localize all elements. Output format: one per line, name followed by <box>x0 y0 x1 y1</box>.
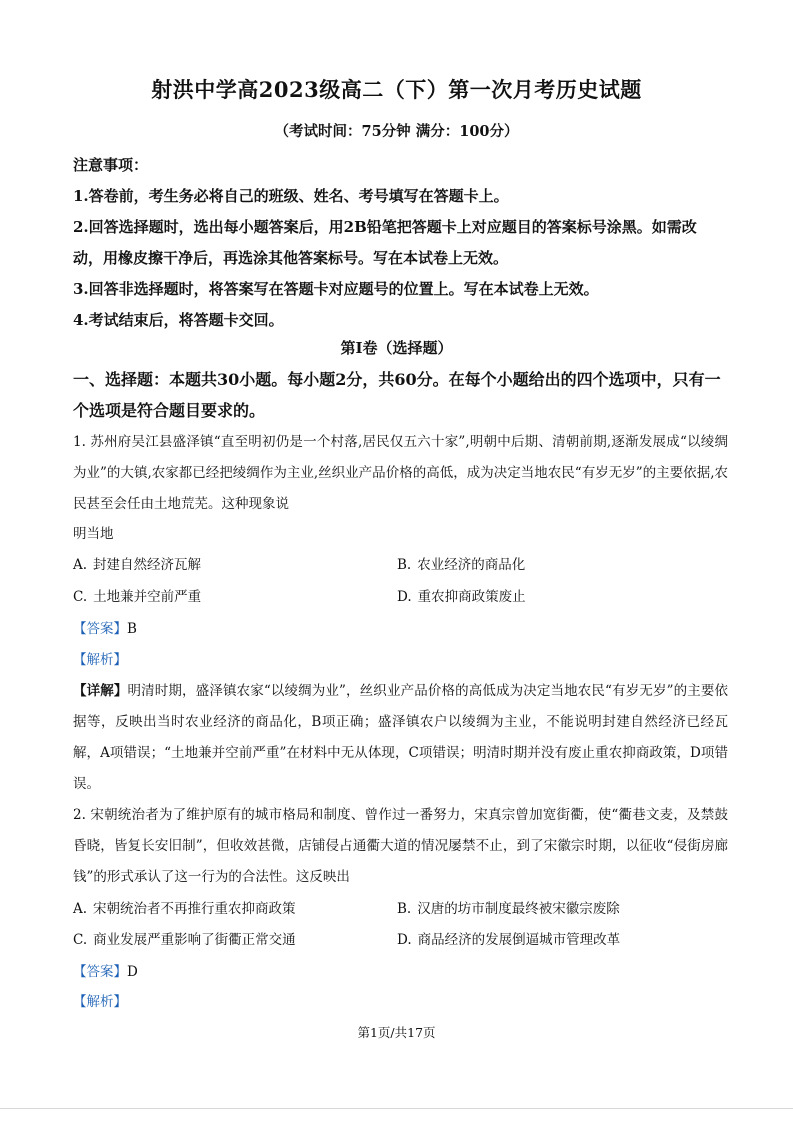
option-text: 汉唐的坊市制度最终被宋徽宗废除 <box>417 901 620 917</box>
note-item: 2.回答选择题时，选出每小题答案后，用2B铅笔把答题卡上对应题目的答案标号涂黑。如需改动，用橡皮擦干净后，再选涂其他答案标号。写在本试卷上无效。 <box>73 218 697 267</box>
question-2-option-b <box>397 894 620 925</box>
analysis-label: 【解析】 <box>73 994 127 1010</box>
option-text: 封建自然经济瓦解 <box>93 557 202 573</box>
detail-label: 【详解】 <box>73 683 128 699</box>
answer-label: 【答案】 <box>73 964 127 980</box>
question-1-option-d <box>397 582 526 613</box>
question-2-stem: 2. 宋朝统治者为了维护原有的城市格局和制度、曾作过一番努力，宋真宗曾加宽街衢，使“衢巷文麦，及禁鼓昏晓，皆复长安旧制”，但收效甚微，店铺侵占通衢大道的情况屡禁不止，到了宋徽宗时期，以征收“侵街房廊钱”的形式承认了这一行为的合法性。这反映出 <box>73 807 728 885</box>
answer-label: 【答案】 <box>73 621 127 637</box>
question-2-answer <box>73 957 138 988</box>
question-1-answer <box>73 614 137 645</box>
page-title: 射洪中学高2023级高二（下）第一次月考历史试题 <box>151 77 642 102</box>
option-text: 宋朝统治者不再推行重农抑商政策 <box>93 901 296 917</box>
option-text: 农业经济的商品化 <box>417 557 526 573</box>
question-1-option-c <box>73 582 201 613</box>
option-letter: D. <box>397 932 412 948</box>
option-letter: B. <box>397 901 412 917</box>
option-letter: A. <box>73 557 88 573</box>
exam-info: （考试时间：75分钟 满分：100分） <box>274 123 519 140</box>
section-instructions: 一、选择题：本题共30小题。每小题2分，共60分。在每个小题给出的四个选项中，只有一个选项是符合题目要求的。 <box>73 370 721 420</box>
option-text: 土地兼并空前严重 <box>93 589 202 605</box>
question-1-stem-tail: 明当地 <box>73 526 114 542</box>
question-1-stem: 1. 苏州府吴江县盛泽镇“直至明初仍是一个村落,居民仅五六十家”,明朝中后期、清朝前期,逐渐发展成“以绫绸为业”的大镇,农家都已经把绫绸作为主业,丝织业产品价格的高低，成为决定当地农民“有岁无岁”的主要依据,农民甚至会任由土地荒芜。这种现象说 <box>73 434 728 512</box>
option-text: 重农抑商政策废止 <box>417 589 526 605</box>
question-2-analysis <box>73 987 127 1018</box>
question-2-option-c <box>73 925 296 956</box>
detail-text: 明清时期，盛泽镇农家“以绫绸为业”，丝织业产品价格的高低成为决定当地农民“有岁无岁”的主要依据等，反映出当时农业经济的商品化，B项正确；盛泽镇农户以绫绸为主业，不能说明封建自然经济已经瓦解，A项错误；“土地兼并空前严重”在材料中无从体现，C项错误；明清时期并没有废止重农抑商政策，D项错误。 <box>73 683 729 792</box>
answer-value: D <box>127 964 138 980</box>
question-1-option-b <box>397 550 525 581</box>
section-title: 第Ⅰ卷（选择题） <box>340 339 453 357</box>
analysis-label: 【解析】 <box>73 652 127 668</box>
option-letter: D. <box>397 589 412 605</box>
question-1-option-a <box>73 550 201 581</box>
option-letter: C. <box>73 589 88 605</box>
notes-heading: 注意事项： <box>73 156 149 174</box>
note-item: 3.回答非选择题时，将答案写在答题卡对应题号的位置上。写在本试卷上无效。 <box>73 280 599 298</box>
option-text: 商品经济的发展倒逼城市管理改革 <box>417 932 621 948</box>
page-footer: 第1页/共17页 <box>357 1025 436 1040</box>
notes-block <box>73 150 725 336</box>
option-letter: C. <box>73 932 88 948</box>
question-1-detail <box>73 676 728 800</box>
option-text: 商业发展严重影响了街衢正常交通 <box>93 932 296 948</box>
note-item: 4.考试结束后，将答题卡交回。 <box>73 311 284 329</box>
page-bottom-divider <box>0 1108 793 1109</box>
option-letter: A. <box>73 901 88 917</box>
answer-value: B <box>127 621 137 637</box>
option-letter: B. <box>397 557 412 573</box>
note-item: 1.答卷前，考生务必将自己的班级、姓名、考号填写在答题卡上。 <box>73 187 509 205</box>
question-2-option-a <box>73 894 296 925</box>
question-1-analysis <box>73 645 127 676</box>
question-2-option-d <box>397 925 620 956</box>
